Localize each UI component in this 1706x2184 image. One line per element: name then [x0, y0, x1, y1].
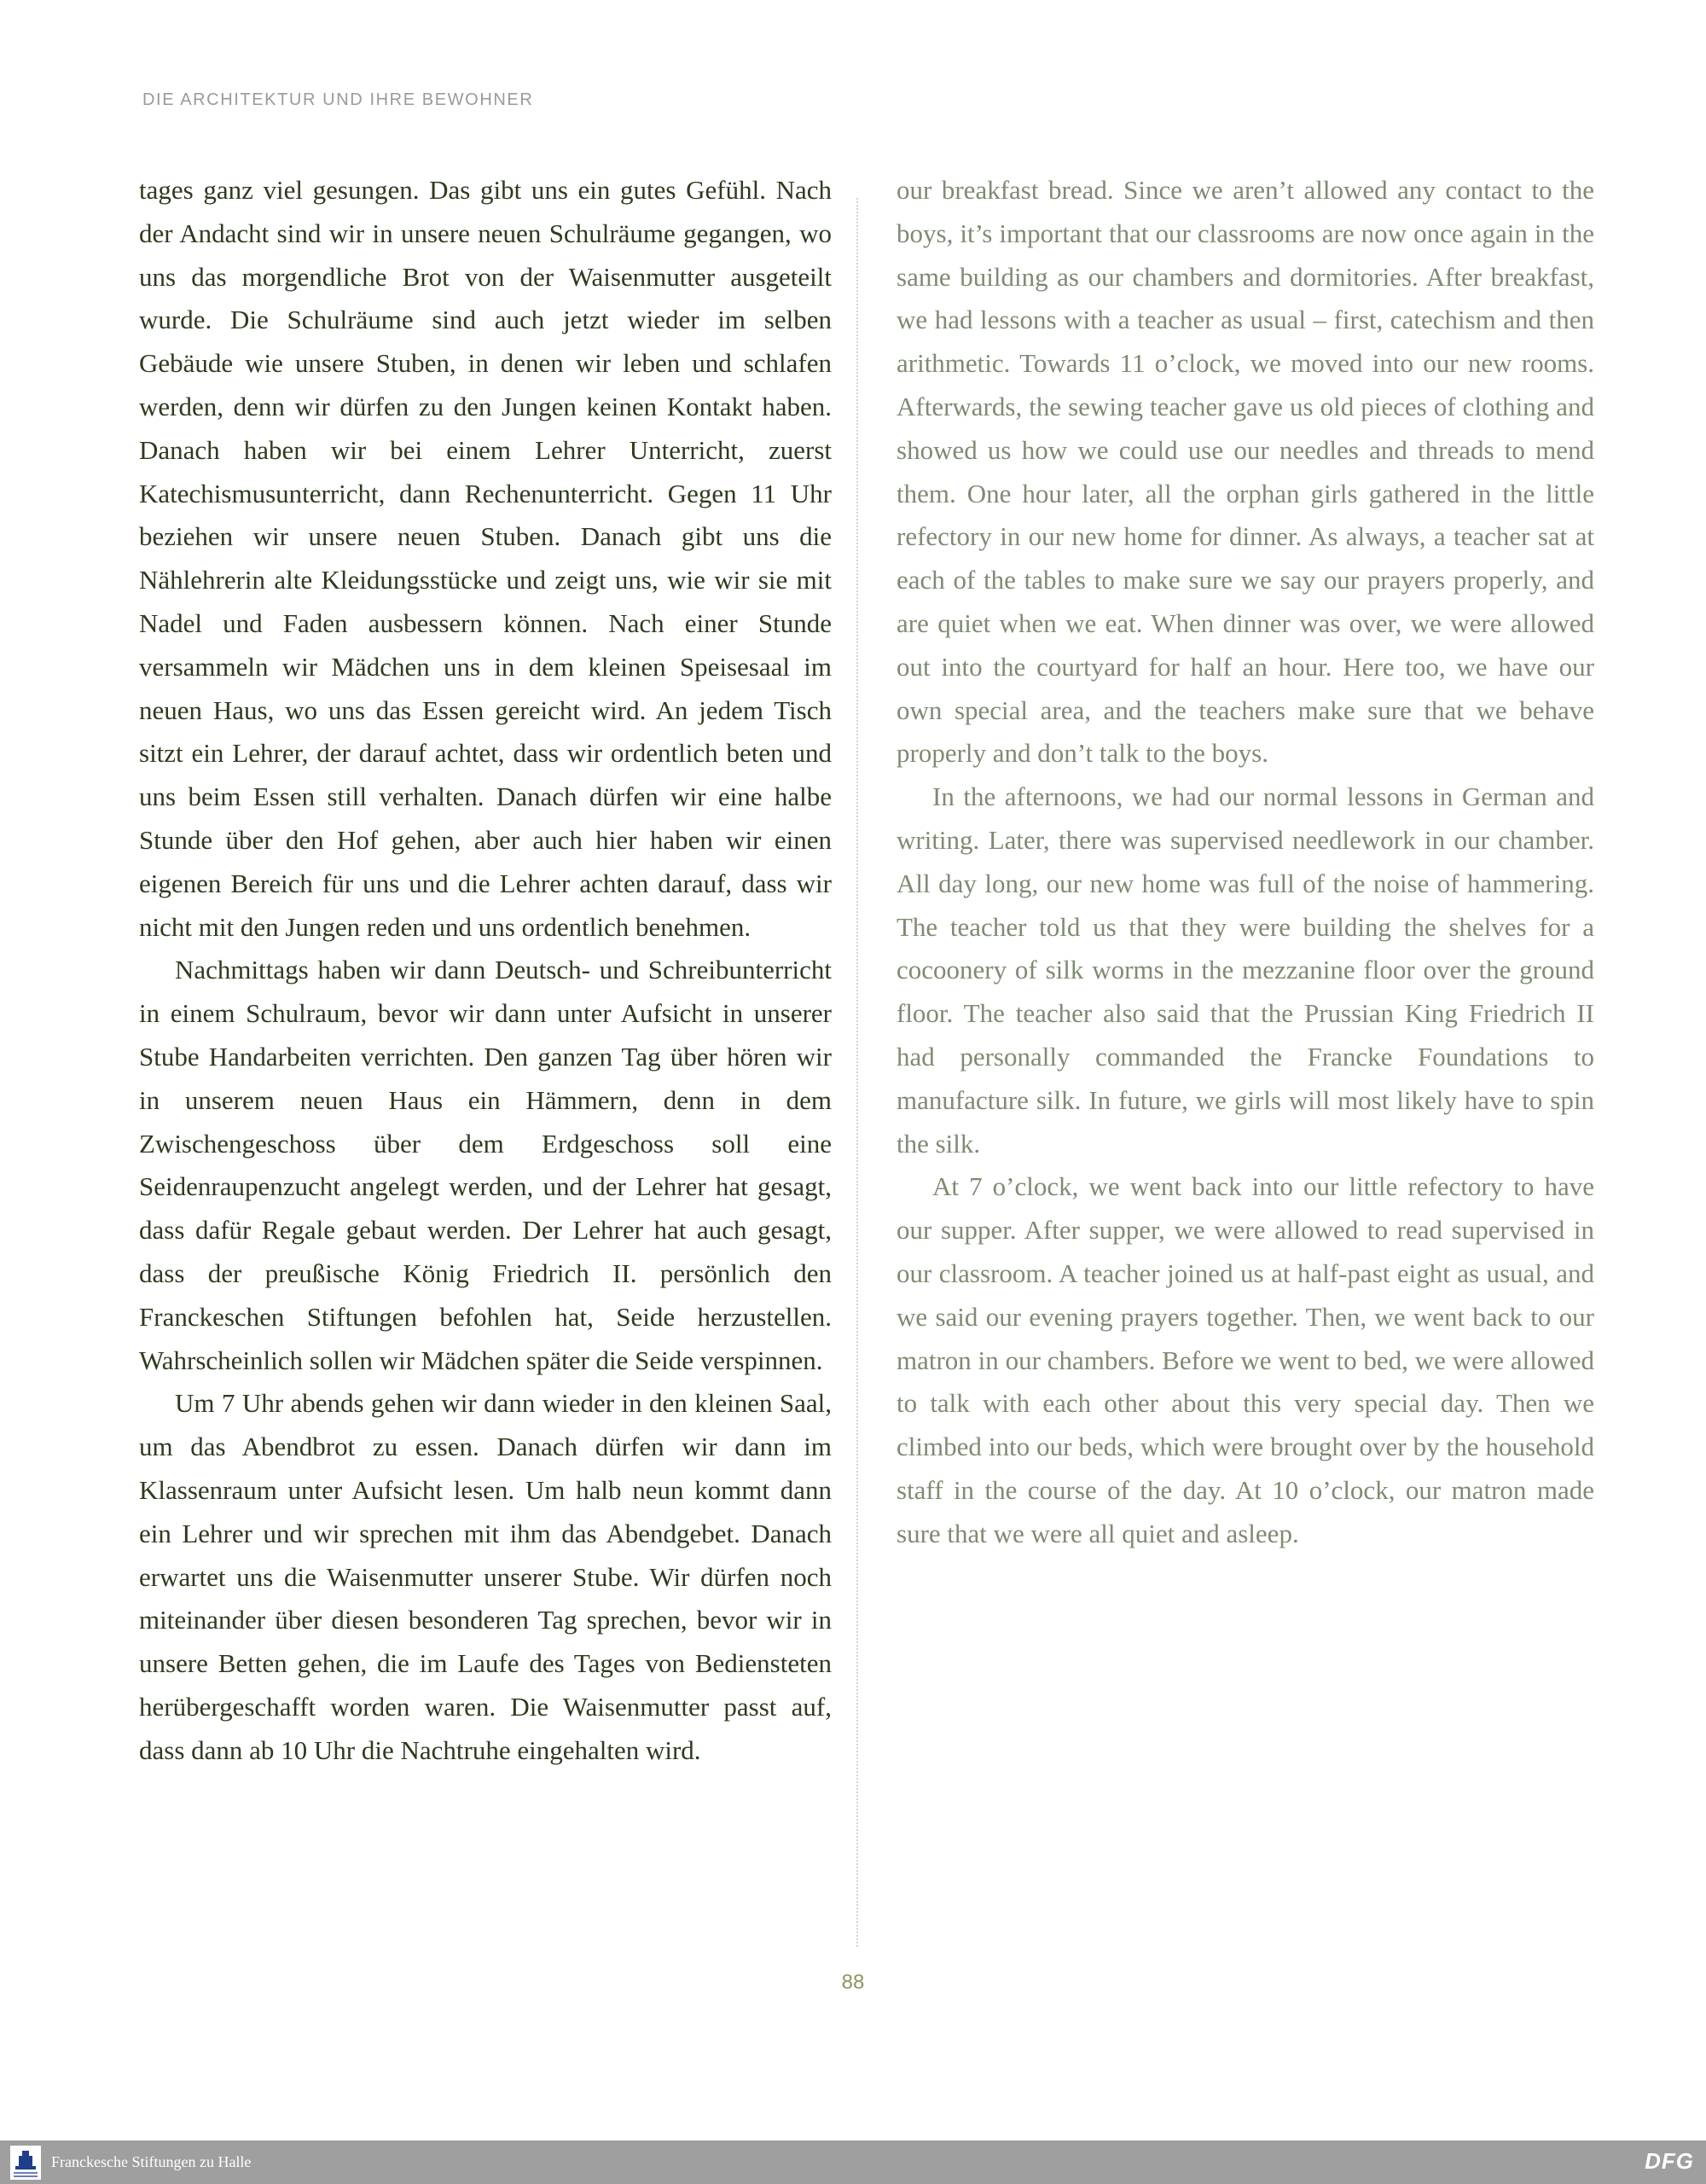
page-number: 88	[841, 1971, 865, 1994]
franckesche-stiftungen-logo-icon[interactable]	[7, 2144, 44, 2181]
german-paragraph-1: tages ganz viel gesungen. Das gibt uns ein gutes Gefühl. Nach der Andacht sind wir in unsere neuen Schulräume gegangen, wo uns das morgendliche Brot von der Waisenmutter ausgeteilt wurde. Die Schulräume sind auch jetzt wieder im selben Gebäude wie unsere Stuben, in denen wir leben und schlafen werden, denn wir dürfen zu den Jungen keinen Kontakt haben. Danach haben wir bei einem Lehrer Unterricht, zuerst Katechismusunterricht, dann Rechenunterricht. Gegen 11 Uhr beziehen wir unsere neuen Stuben. Danach gibt uns die Nählehrerin alte Kleidungsstücke und zeigt uns, wie wir sie mit Nadel und Faden ausbessern können. Nach einer Stunde versammeln wir Mädchen uns in dem kleinen Speisesaal im neuen Haus, wo uns das Essen gereicht wird. An jedem Tisch sitzt ein Lehrer, der darauf achtet, dass wir ordentlich beten und uns beim Essen still verhalten. Danach dürfen wir eine halbe Stunde über den Hof gehen, aber auch hier haben wir einen eigenen Bereich für uns und die Lehrer achten darauf, dass wir nicht mit den Jungen reden und uns ordentlich benehmen.	[139, 175, 832, 942]
german-paragraph-3: Um 7 Uhr abends gehen wir dann wieder in den kleinen Saal, um das Abendbrot zu essen. Danach dürfen wir dann im Klassenraum unter Aufsicht lesen. Um halb neun kommt dann ein Lehrer und wir sprechen mit ihm das Abendgebet. Danach erwartet uns die Waisenmutter unserer Stube. Wir dürfen noch miteinander über diesen besonderen Tag sprechen, bevor wir in unsere Betten gehen, die im Laufe des Tages von Bediensteten herübergeschafft worden waren. Die Waisenmutter passt auf, dass dann ab 10 Uhr die Nachtruhe eingehalten wird.	[139, 1388, 832, 1765]
german-text-column	[139, 169, 832, 1772]
running-head: DIE ARCHITEKTUR UND IHRE BEWOHNER	[142, 90, 534, 109]
english-paragraph-3: At 7 o’clock, we went back into our little refectory to have our supper. After supper, we were allowed to read supervised in our classroom. A teacher joined us at half-past eight as usual, and we said our evening prayers together. Then, we went back to our matron in our chambers. Before we went to bed, we were allowed to talk with each other about this very special day. Then we climbed into our beds, which were brought over by the household staff in the course of the day. At 10 o’clock, our matron made sure that we were all quiet and asleep.	[897, 1171, 1594, 1548]
english-text-column	[897, 169, 1594, 1556]
dfg-badge: DFG	[1645, 2148, 1694, 2174]
viewer-footer-bar	[0, 2140, 1706, 2184]
german-paragraph-2: Nachmittags haben wir dann Deutsch- und Schreibunterricht in einem Schulraum, bevor wir dann unter Aufsicht in unserer Stube Handarbeiten verrichten. Den ganzen Tag über hören wir in unserem neuen Haus ein Hämmern, denn in dem Zwischengeschoss über dem Erdgeschoss soll eine Seidenraupenzucht angelegt werden, und der Lehrer hat gesagt, dass dafür Regale gebaut werden. Der Lehrer hat auch gesagt, dass der preußische König Friedrich II. persönlich den Franckeschen Stiftungen befohlen hat, Seide herzustellen. Wahrscheinlich sollen wir Mädchen später die Seide verspinnen.	[139, 955, 832, 1375]
english-paragraph-1: our breakfast bread. Since we aren’t allowed any contact to the boys, it’s important that our classrooms are now once again in the same building as our chambers and dormitories. After breakfast, we had lessons with a teacher as usual – first, catechism and then arithmetic. Towards 11 o’clock, we moved into our new rooms. Afterwards, the sewing teacher gave us old pieces of clothing and showed us how we could use our needles and threads to mend them. One hour later, all the orphan girls gathered in the little refectory in our new home for dinner. As always, a teacher sat at each of the tables to make sure we say our prayers properly, and are quiet when we eat. When dinner was over, we were allowed out into the courtyard for half an hour. Here too, we have our own special area, and the teachers make sure that we behave properly and don’t talk to the boys.	[897, 175, 1594, 769]
english-paragraph-2: In the afternoons, we had our normal lessons in German and writing. Later, there was supervised needlework in our chamber. All day long, our new home was full of the noise of hammering. The teacher told us that they were building the shelves for a cocoonery of silk worms in the mezzanine floor over the ground floor. The teacher also said that the Prussian King Friedrich II had personally commanded the Francke Foundations to manufacture silk. In future, we girls will most likely have to spin the silk.	[897, 781, 1594, 1159]
column-divider	[856, 198, 858, 1947]
footer-source-label: Franckesche Stiftungen zu Halle	[51, 2153, 252, 2170]
